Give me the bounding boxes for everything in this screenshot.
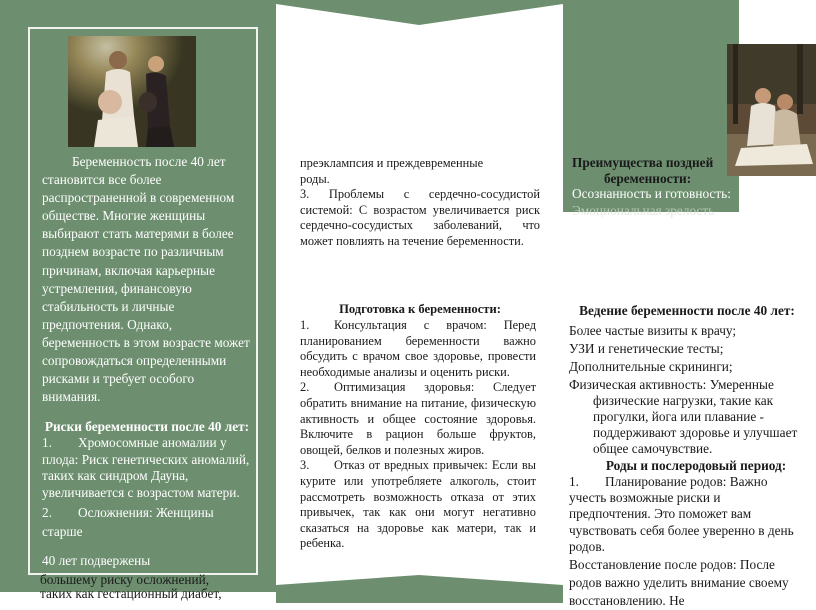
birth-item: Восстановление после родов: После родов важно уделить внимание своему восстановлению. Не xyxy=(569,556,789,608)
risks-heading: Риски беременности после 40 лет: xyxy=(44,419,250,435)
care-item: Дополнительные скрининги; xyxy=(569,359,733,375)
heading-line: Преимущества поздней xyxy=(572,155,714,170)
right-column-text xyxy=(569,303,805,610)
text-line: роды. xyxy=(300,171,330,186)
text-line: преэклампсия и преждевременные xyxy=(300,156,484,170)
birth-heading: Роды и послеродовый период: xyxy=(605,457,787,473)
intro-paragraph: Беременность после 40 лет становится все более распространенной в современном обществе. Многие женщины выбирают стать матерями в более позднем возрасте по различным причинам, включая карьерные устремления, финансовую стабильность и личные предпочтения. Однако, беременность в этом возрасте может сопровождаться определенными рисками и требует особого внимания. xyxy=(42,154,250,405)
care-heading: Ведение беременности после 40 лет: xyxy=(579,303,795,318)
preparation-heading: Подготовка к беременности: xyxy=(339,302,501,316)
care-item: Более частые визиты к врачу; xyxy=(569,323,737,338)
prep-number: 1. xyxy=(300,318,310,332)
heading-line: беременности: xyxy=(604,170,692,186)
risk-item xyxy=(42,503,252,541)
risk-text: Осложнения: Женщины старше xyxy=(42,505,214,540)
middle-bottom-banner xyxy=(276,545,563,603)
left-column-text xyxy=(42,153,252,541)
overflow-line: таких как гестационный диабет, xyxy=(40,586,222,601)
risk-item-3: 3. Проблемы с сердечно-сосудистой системой: С возрастом увеличивается риск сердечно-сосудистых заболеваний, что может повлиять на течение беременности. xyxy=(300,187,540,248)
prep-item xyxy=(300,318,536,380)
risk-number: 1. xyxy=(42,435,52,451)
left-overflow-text xyxy=(40,573,270,601)
overflow-line: большему риску осложнений, xyxy=(40,572,210,587)
advantage-item: Осознанность и готовность: xyxy=(572,186,731,201)
care-item: УЗИ и генетические тесты; xyxy=(569,341,724,357)
birth-number: 1. xyxy=(569,473,579,489)
pregnant-women-photo xyxy=(68,36,196,147)
prep-number: 2. xyxy=(300,380,310,395)
care-item: Физическая активность: Умеренные физические нагрузки, такие как прогулки, йога или плавание - поддерживают здоровье и улучшает общее самочувствие. xyxy=(569,376,798,456)
birth-text: Планирование родов: Важно учесть возможные риски и предпочтения. Это поможет вам чувствовать себя более уверенно в день родов. xyxy=(569,473,794,555)
prep-text: Отказ от вредных привычек: Если вы курите или употребляете алкоголь, стоит рассмотреть возможность отказа от этих привычек, так как они могут негативно сказаться на здоровье как матери, так и ребенка. xyxy=(300,458,536,551)
advantage-item: Эмоциональная зрелость xyxy=(572,203,715,218)
prep-item xyxy=(300,380,536,458)
preparation-list xyxy=(300,318,536,552)
prep-text: Оптимизация здоровья: Следует обратить внимание на питание, физическую активность и общее состояние здоровья. Включите в рацион больше фруктов, овощей, белков и полезных жиров. xyxy=(300,380,536,457)
risk-item xyxy=(42,435,252,501)
risk-text: Хромосомные аномалии у плода: Риск генетических аномалий, таких как синдром Дауна, увеличивается с возрастом матери. xyxy=(42,435,250,500)
risk-overflow-line: 40 лет подвержены xyxy=(42,553,151,568)
prep-item xyxy=(300,458,536,552)
prep-text: Консультация с врачом: Перед планированием беременности важно обсудить с врачом свое здоровье, провести необходимые анализы и оценить риски. xyxy=(300,318,536,379)
middle-top-text xyxy=(300,156,540,250)
advantages-heading xyxy=(572,155,752,186)
middle-top-banner xyxy=(276,0,563,25)
risk-number: 2. xyxy=(42,505,52,521)
prep-number: 3. xyxy=(300,458,310,473)
birth-item xyxy=(569,474,805,556)
